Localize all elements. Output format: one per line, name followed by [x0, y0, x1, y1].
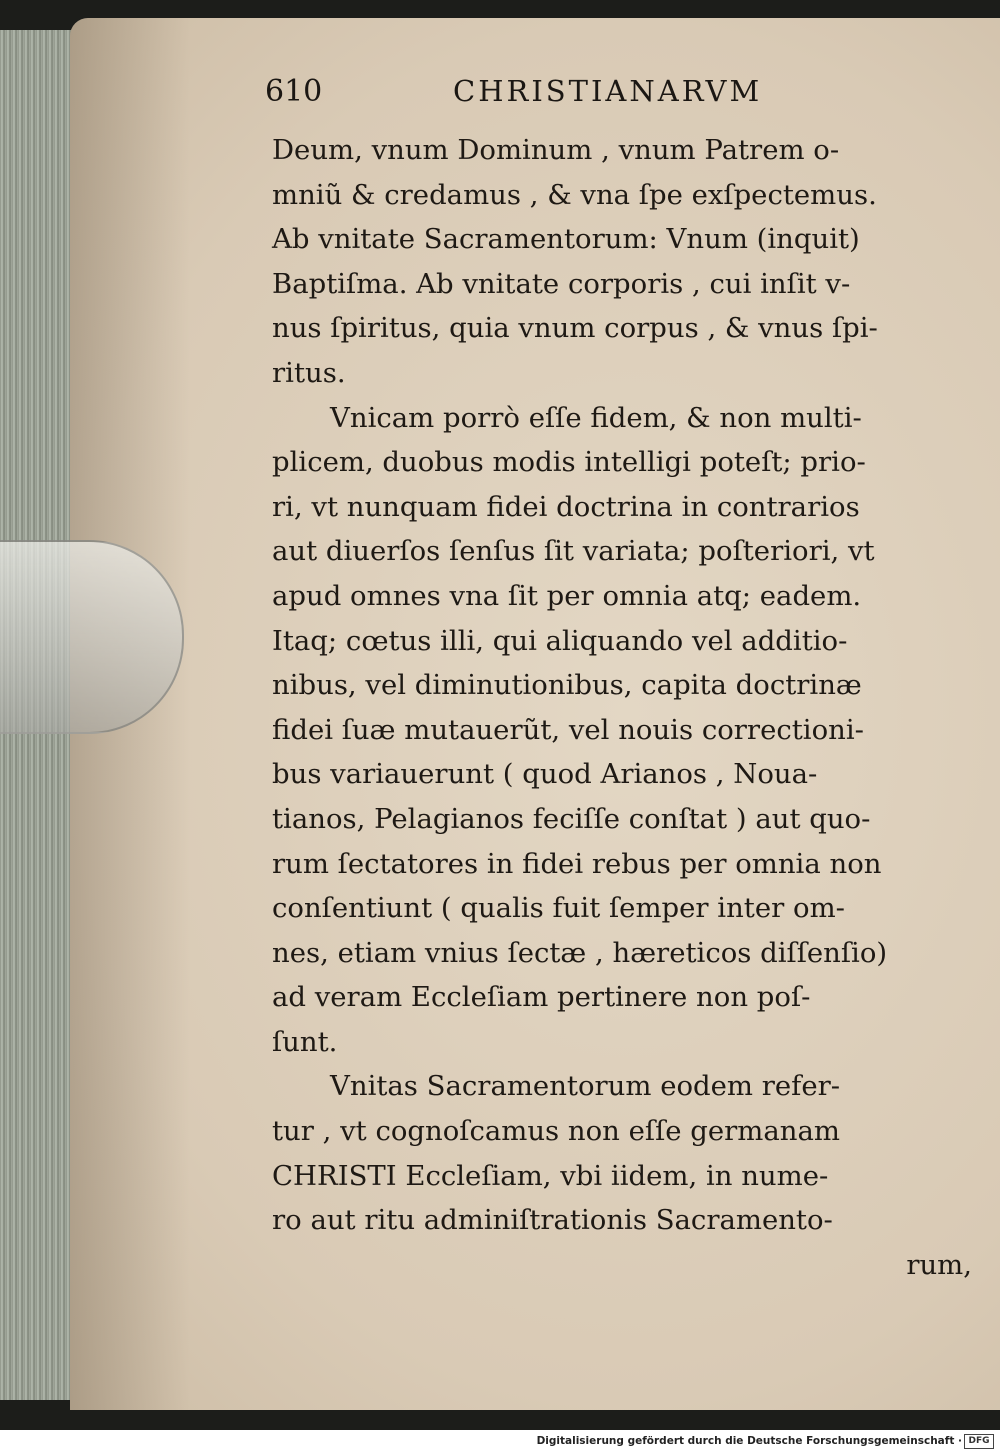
- digitization-footer: [0, 1430, 1000, 1452]
- running-head: CHRISTIANARVM: [453, 74, 763, 108]
- page-number: 610: [265, 74, 323, 109]
- text-line: aut diuerſos ſenſus ſit variata; poſteriori, vt: [272, 535, 875, 568]
- text-line: mniũ & credamus , & vna ſpe exſpectemus.: [272, 178, 877, 211]
- text-line: plicem, duobus modis intelligi poteſt; prio-: [272, 446, 866, 479]
- text-line: CHRISTI Eccleſiam, vbi iidem, in nume-: [272, 1159, 829, 1192]
- page-header: [265, 74, 805, 120]
- text-line: ritus.: [272, 356, 346, 389]
- paragraph-start-line: Vnitas Sacramentorum eodem refer-: [330, 1070, 841, 1103]
- text-line: ri, vt nunquam fidei doctrina in contrarios: [272, 490, 860, 523]
- text-line: Ab vnitate Sacramentorum: Vnum (inquit): [272, 223, 860, 256]
- paragraph-start-line: Vnicam porrò eſſe fidem, & non multi-: [330, 401, 862, 434]
- catchword: rum,: [906, 1248, 972, 1281]
- dfg-logo-icon: DFG: [964, 1434, 994, 1449]
- text-line: ro aut ritu adminiſtrationis Sacramento-: [272, 1204, 833, 1237]
- text-line: tianos, Pelagianos feciſſe conſtat ) aut quo-: [272, 802, 871, 835]
- text-line: nus ſpiritus, quia vnum corpus , & vnus ſpi-: [272, 312, 878, 345]
- text-line: ad veram Eccleſiam pertinere non poſ-: [272, 981, 811, 1014]
- text-line: tur , vt cognoſcamus non eſſe germanam: [272, 1115, 840, 1148]
- text-line: Baptiſma. Ab vnitate corporis , cui inſit v-: [272, 267, 851, 300]
- page-holder-clip: [0, 540, 184, 734]
- text-line: bus variauerunt ( quod Arianos , Noua-: [272, 758, 818, 791]
- text-line: nibus, vel diminutionibus, capita doctrinæ: [272, 669, 862, 702]
- text-line: ſunt.: [272, 1025, 338, 1058]
- text-line: apud omnes vna ſit per omnia atq; eadem.: [272, 579, 862, 612]
- text-line: Itaq; cœtus illi, qui aliquando vel additio-: [272, 624, 848, 657]
- text-line: rum ſectatores in fidei rebus per omnia non: [272, 847, 882, 880]
- text-line: Deum, vnum Dominum , vnum Patrem o-: [272, 134, 840, 166]
- text-line: conſentiunt ( qualis fuit ſemper inter om-: [272, 892, 845, 925]
- text-line: nes, etiam vnius ſectæ , hæreticos diſſenſio): [272, 936, 888, 969]
- text-line: fidei ſuæ mutauerũt, vel nouis correctioni-: [272, 713, 864, 746]
- body-text: [272, 128, 972, 1287]
- funding-notice: Digitalisierung gefördert durch die Deutsche Forschungsgemeinschaft ·: [536, 1435, 962, 1447]
